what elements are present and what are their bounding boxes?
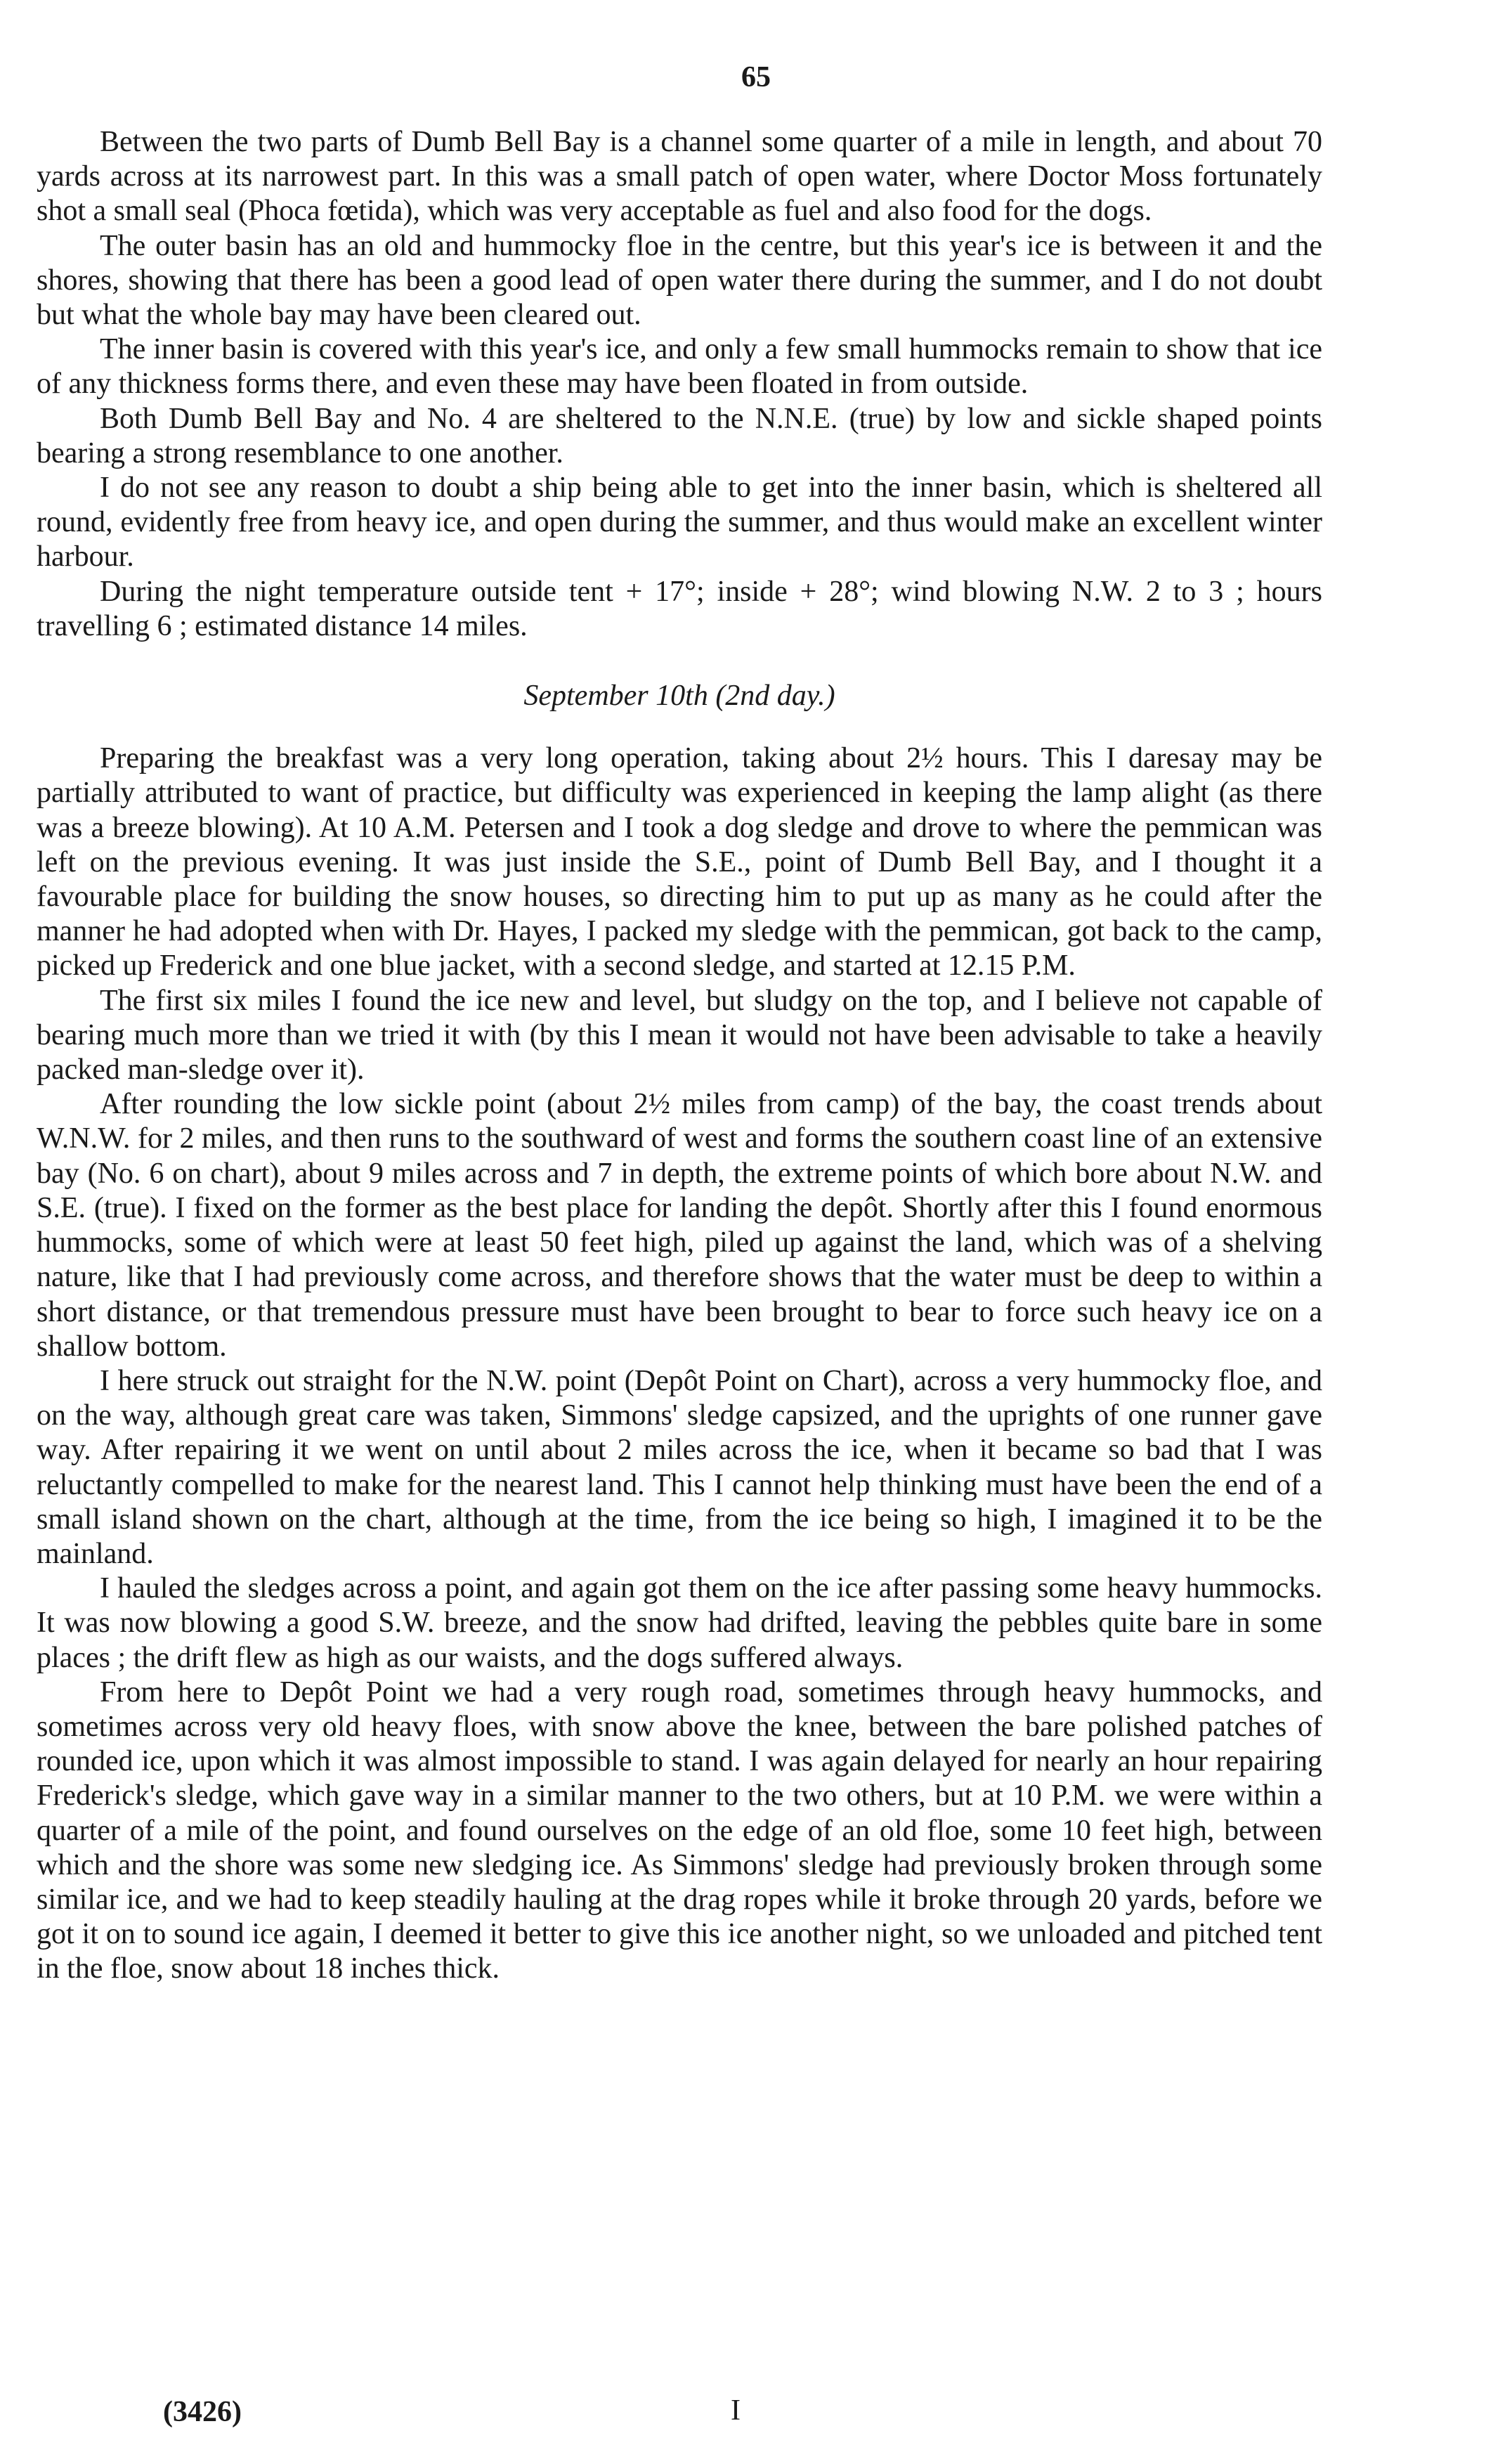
paragraph: I hauled the sledges across a point, and again got them on the ice after passing some heavy hummocks. It was now blowing a good S.W. breeze, and the snow had drifted, leaving the pebbles quite bare in some places ; the drift flew as high as our waists, and the dogs suffered always. bbox=[37, 1572, 1322, 1674]
paragraph: During the night temperature outside tent + 17°; inside + 28°; wind blowing N.W. 2 to 3 ; hours travelling 6 ; estimated distance 14 miles. bbox=[37, 575, 1322, 642]
section-heading: September 10th (2nd day.) bbox=[523, 680, 835, 713]
paragraph: Between the two parts of Dumb Bell Bay is a channel some quarter of a mile in length, and about 70 yards across at its narrowest part. In this was a small patch of open water, where Doctor Moss fortunately shot a small seal (Phoca fœtida), which was very acceptable as fuel and also food for the dogs. bbox=[37, 126, 1322, 228]
page-number: 65 bbox=[741, 61, 771, 93]
paragraph: The inner basin is covered with this year's ice, and only a few small hummocks remain to show that ice of any thickness forms there, and even these may have been floated in from outside. bbox=[37, 333, 1322, 401]
paragraph: I do not see any reason to doubt a ship being able to get into the inner basin, which is sheltered all round, evidently free from heavy ice, and open during the summer, and thus would make an excellent winter harbour. bbox=[37, 472, 1322, 573]
paragraph: I here struck out straight for the N.W. point (Depôt Point on Chart), across a very hummocky floe, and on the way, although great care was taken, Simmons' sledge capsized, and the uprights of one runner gave way. After repairing it we went on until about 2 miles across the ice, when it became so bad that I was reluctantly compelled to make for the nearest land. This I cannot help thinking must have been the end of a small island shown on the chart, although at the time, from the ice being so high, I imagined it to be the mainland. bbox=[37, 1364, 1322, 1570]
paragraph: The first six miles I found the ice new and level, but sludgy on the top, and I believe not capable of bearing much more than we tried it with (by this I mean it would not have been advisable to take a heavily packed man-sledge over it). bbox=[37, 984, 1322, 1087]
body-text bbox=[37, 125, 1322, 1987]
paragraph: Both Dumb Bell Bay and No. 4 are sheltered to the N.N.E. (true) by low and sickle shaped points bearing a strong resemblance to one another. bbox=[37, 402, 1322, 469]
paragraph: After rounding the low sickle point (about 2½ miles from camp) of the bay, the coast trends about W.N.W. for 2 miles, and then runs to the southward of west and forms the southern coast line of an extensive bay (No. 6 on chart), about 9 miles across and 7 in depth, the extreme points of which bore about N.W. and S.E. (true). I fixed on the former as the best place for landing the depôt. Shortly after this I found enormous hummocks, some of which were at least 50 feet high, piled up against the land, which was of a shelving nature, like that I had previously come across, and therefore shows that the water must be deep to within a short distance, or that tremendous pressure must have been brought to bear to force such heavy ice on a shallow bottom. bbox=[37, 1088, 1322, 1363]
paragraph: From here to Depôt Point we had a very rough road, sometimes through heavy hummocks, and sometimes across very old heavy floes, with snow above the knee, between the bare polished patches of rounded ice, upon which it was almost impossible to stand. I was again delayed for nearly an hour repairing Frederick's sledge, which gave way in a similar manner to the two others, but at 10 P.M. we were within a quarter of a mile of the point, and found ourselves on the edge of an old floe, some 10 feet high, between which and the shore was some new sledging ice. As Simmons' sledge had previously broken through some similar ice, and we had to keep steadily hauling at the drag ropes while it broke through 20 yards, before we got it on to sound ice again, I deemed it better to give this ice another night, so we unloaded and pitched tent in the floe, snow about 18 inches thick. bbox=[37, 1675, 1322, 1985]
print-number: (3426) bbox=[163, 2396, 242, 2428]
paragraph: The outer basin has an old and hummocky floe in the centre, but this year's ice is between it and the shores, showing that there has been a good lead of open water there during the summer, and I do not doubt but what the whole bay may have been cleared out. bbox=[37, 229, 1322, 332]
paragraph: Preparing the breakfast was a very long operation, taking about 2½ hours. This I daresay may be partially attributed to want of practice, but difficulty was experienced in keeping the lamp alight (as there was a breeze blowing). At 10 A.M. Petersen and I took a dog sledge and drove to where the pemmican was left on the previous evening. It was just inside the S.E., point of Dumb Bell Bay, and I thought it a favourable place for building the snow houses, so directing him to put up as many as he could after the manner he had adopted when with Dr. Hayes, I packed my sledge with the pemmican, got back to the camp, picked up Frederick and one blue jacket, with a second sledge, and started at 12.15 P.M. bbox=[37, 742, 1322, 983]
signature-mark: I bbox=[731, 2394, 741, 2427]
